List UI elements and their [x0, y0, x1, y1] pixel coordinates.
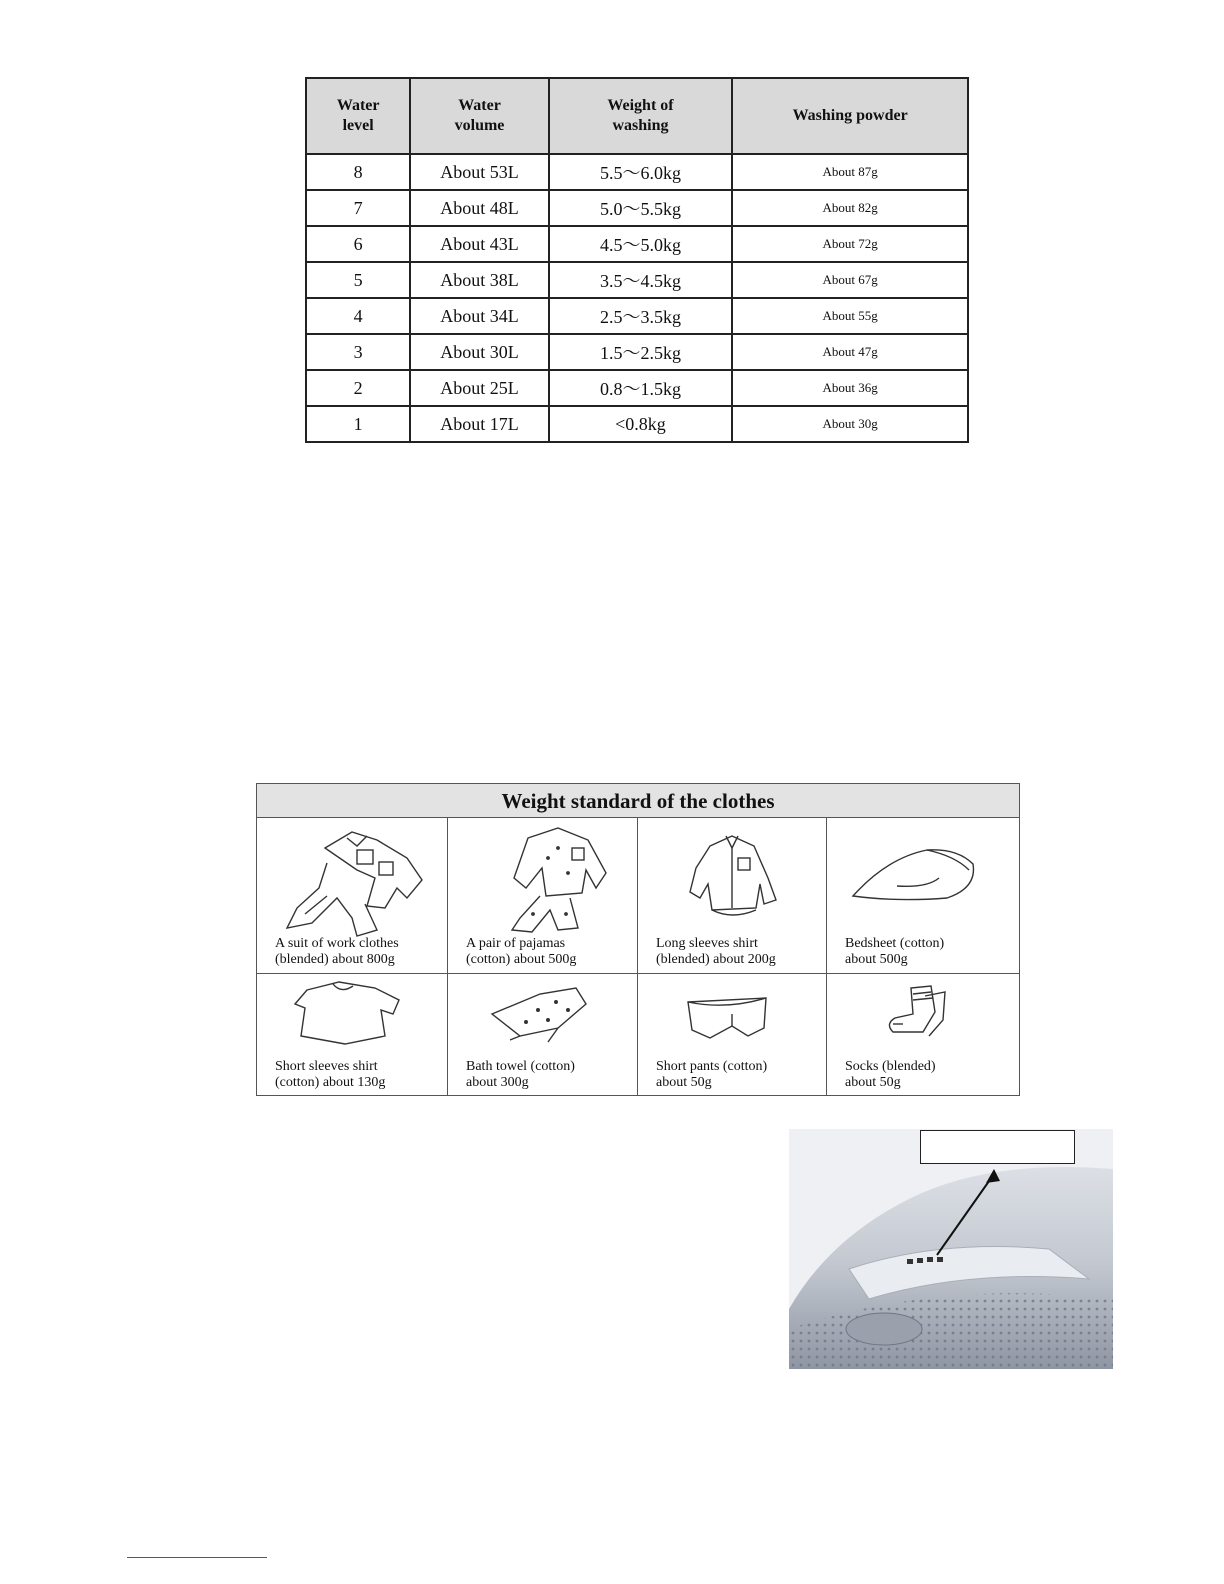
clothes-cell: [638, 974, 827, 1096]
clothes-cell: [257, 974, 448, 1096]
cell-weight: <0.8kg: [549, 406, 733, 442]
cell-level: 4: [306, 298, 410, 334]
cell-weight: 5.0～5.5kg: [549, 190, 733, 226]
cell-level: 8: [306, 154, 410, 190]
table-row: [306, 370, 968, 406]
table-row: [306, 154, 968, 190]
callout-label-box: [920, 1130, 1075, 1164]
cell-powder: About 55g: [732, 298, 968, 334]
cell-level: 5: [306, 262, 410, 298]
cell-powder: About 47g: [732, 334, 968, 370]
cell-volume: About 53L: [410, 154, 548, 190]
short-sleeve-shirt-icon: [257, 974, 447, 1064]
cell-volume: About 25L: [410, 370, 548, 406]
pajamas-icon: [448, 818, 637, 938]
table-row: [306, 334, 968, 370]
bedsheet-icon: [827, 818, 1019, 938]
clothes-caption: Bedsheet (cotton) about 500g: [845, 936, 945, 967]
cell-level: 1: [306, 406, 410, 442]
work-clothes-icon: [257, 818, 447, 938]
cell-powder: About 30g: [732, 406, 968, 442]
header-weight-of-washing: Weight of washing: [549, 78, 733, 154]
cell-volume: About 34L: [410, 298, 548, 334]
clothes-cell: [257, 818, 448, 973]
table-header-row: [306, 78, 968, 154]
cell-powder: About 72g: [732, 226, 968, 262]
cell-weight: 5.5～6.0kg: [549, 154, 733, 190]
clothes-row: [257, 818, 1019, 974]
clothes-caption: Short pants (cotton) about 50g: [656, 1059, 768, 1090]
footnote-separator: [127, 1557, 267, 1558]
cell-level: 2: [306, 370, 410, 406]
bath-towel-icon: [448, 974, 637, 1064]
cell-level: 6: [306, 226, 410, 262]
washer-tub-photo: [789, 1129, 1113, 1369]
cell-volume: About 17L: [410, 406, 548, 442]
weight-standard-title: Weight standard of the clothes: [257, 784, 1019, 818]
cell-powder: About 82g: [732, 190, 968, 226]
clothes-cell: [448, 974, 638, 1096]
cell-volume: About 43L: [410, 226, 548, 262]
clothes-row: [257, 974, 1019, 1096]
clothes-caption: A pair of pajamas (cotton) about 500g: [466, 936, 577, 967]
cell-weight: 0.8～1.5kg: [549, 370, 733, 406]
clothes-cell: [638, 818, 827, 973]
header-water-volume: Water volume: [410, 78, 548, 154]
table-row: [306, 406, 968, 442]
clothes-cell: [448, 818, 638, 973]
table-row: [306, 262, 968, 298]
clothes-cell: [827, 818, 1019, 973]
cell-volume: About 48L: [410, 190, 548, 226]
long-sleeve-shirt-icon: [638, 818, 826, 938]
cell-powder: About 87g: [732, 154, 968, 190]
cell-weight: 3.5～4.5kg: [549, 262, 733, 298]
clothes-caption: Long sleeves shirt (blended) about 200g: [656, 936, 776, 967]
cell-powder: About 36g: [732, 370, 968, 406]
cell-weight: 2.5～3.5kg: [549, 298, 733, 334]
clothes-cell: [827, 974, 1019, 1096]
table-row: [306, 190, 968, 226]
cell-weight: 1.5～2.5kg: [549, 334, 733, 370]
header-water-level: Water level: [306, 78, 410, 154]
table-row: [306, 226, 968, 262]
cell-weight: 4.5～5.0kg: [549, 226, 733, 262]
socks-icon: [827, 974, 1019, 1064]
cell-level: 7: [306, 190, 410, 226]
weight-standard-panel: [256, 783, 1020, 1096]
clothes-caption: Bath towel (cotton) about 300g: [466, 1059, 575, 1090]
cell-volume: About 30L: [410, 334, 548, 370]
water-level-table: [305, 77, 969, 443]
clothes-caption: A suit of work clothes (blended) about 800g: [275, 936, 399, 967]
cell-volume: About 38L: [410, 262, 548, 298]
short-pants-icon: [638, 974, 826, 1064]
cell-level: 3: [306, 334, 410, 370]
clothes-caption: Short sleeves shirt (cotton) about 130g: [275, 1059, 386, 1090]
cell-powder: About 67g: [732, 262, 968, 298]
clothes-caption: Socks (blended) about 50g: [845, 1059, 936, 1090]
header-washing-powder: Washing powder: [732, 78, 968, 154]
table-row: [306, 298, 968, 334]
